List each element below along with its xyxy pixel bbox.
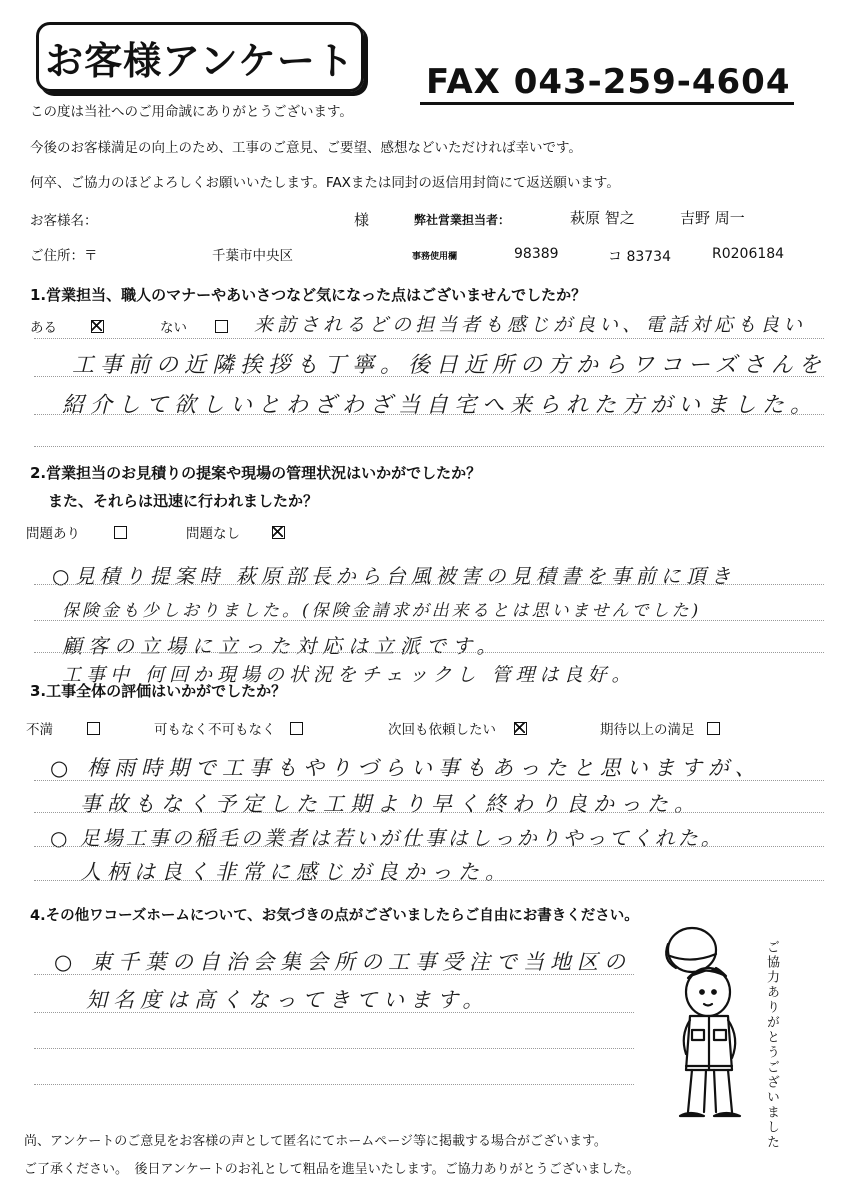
q4-rule-4 xyxy=(34,1084,634,1085)
q2-no-problem-checkbox-checked[interactable] xyxy=(272,526,285,539)
q1-no-label: ない xyxy=(160,320,187,336)
q1-answer-line-2: 工事前の近隣挨拶も丁寧。後日近所の方からワコーズさんを xyxy=(72,353,827,378)
q1-no-checkbox[interactable] xyxy=(215,320,228,333)
q4-answer-line-1: ○ 東千葉の自治会集会所の工事受注で当地区の xyxy=(54,950,631,974)
q4-answer-line-2: 知名度は高くなってきています。 xyxy=(86,988,490,1012)
q2-answer-line-3: 顧客の立場に立った対応は立派です。 xyxy=(62,634,503,658)
q3-answer-line-4: 人柄は良く非常に感じが良かった。 xyxy=(80,860,512,884)
address-label: ご住所：〒 xyxy=(30,248,98,264)
q4-rule-2 xyxy=(34,1012,634,1013)
intro-line-1: この度は当社へのご用命誠にありがとうございます。 xyxy=(30,104,353,120)
q4-question: 4.その他ワコーズホームについて、お気づきの点がございましたらご自由にお書きください。 xyxy=(30,908,639,924)
q3-neutral-label: 可もなく不可もなく xyxy=(154,722,276,738)
side-thanks-vertical: ご協力ありがとうございました xyxy=(764,940,779,1150)
q2-rule-1 xyxy=(34,584,824,585)
q3-repeat-checkbox-checked[interactable] xyxy=(514,722,527,735)
q1-option-no[interactable] xyxy=(160,316,228,336)
q2-option-no-problem[interactable] xyxy=(186,522,285,542)
q4-rule-1 xyxy=(34,974,634,975)
office-code-1: 98389 xyxy=(514,246,559,262)
q2-rule-3 xyxy=(34,652,824,653)
q1-rule-4 xyxy=(34,446,824,447)
q2-question-1: 2.営業担当のお見積りの提案や現場の管理状況はいかがでしたか？ xyxy=(30,464,482,482)
q3-option-exceeded[interactable] xyxy=(600,718,720,738)
address-value: 千葉市中央区 xyxy=(212,248,293,264)
q3-rule-4 xyxy=(34,880,824,881)
customer-name-label: お客様名： xyxy=(30,213,98,229)
q3-dissatisfied-checkbox[interactable] xyxy=(87,722,100,735)
intro-line-3: 何卒、ご協力のほどよろしくお願いいたします。FAXまたは同封の返信用封筒にて返送願います。 xyxy=(30,175,620,191)
q2-answer-line-1: ○見積り提案時 萩原部長から台風被害の見積書を事前に頂き xyxy=(52,564,736,588)
q1-option-yes[interactable] xyxy=(30,316,104,336)
survey-title: お客様アンケート xyxy=(36,22,364,92)
q1-yes-checkbox-checked[interactable] xyxy=(91,320,104,333)
q1-answer-line-1: 来訪されるどの担当者も感じが良い、電話対応も良い xyxy=(254,314,807,336)
staff-label: 弊社営業担当者： xyxy=(414,213,511,227)
q1-question: 1.営業担当、職人のマナーやあいさつなど気になった点はございませんでしたか？ xyxy=(30,286,587,304)
q3-answer-line-1: ○ 梅雨時期で工事もやりづらい事もあったと思いますが、 xyxy=(50,756,762,780)
worker-mascot-illustration xyxy=(640,920,760,1130)
q3-rule-1 xyxy=(34,780,824,781)
q3-question: 3.工事全体の評価はいかがでしたか？ xyxy=(30,682,287,700)
q3-neutral-checkbox[interactable] xyxy=(290,722,303,735)
staff-name-1: 萩原 智之 xyxy=(570,209,635,227)
q2-no-problem-label: 問題なし xyxy=(186,526,240,542)
q3-option-repeat[interactable] xyxy=(388,718,527,738)
q3-answer-line-3: ○ 足場工事の稲毛の業者は若いが仕事はしっかりやってくれた。 xyxy=(50,826,724,850)
q4-rule-3 xyxy=(34,1048,634,1049)
honorific-sama: 様 xyxy=(354,211,370,229)
q1-yes-label: ある xyxy=(30,320,57,336)
office-code-3: R0206184 xyxy=(712,246,785,262)
q2-option-problem[interactable] xyxy=(26,522,127,542)
q3-dissatisfied-label: 不満 xyxy=(26,722,53,738)
fax-number: FAX 043-259-4604 xyxy=(420,62,794,105)
q1-rule-2 xyxy=(34,376,824,377)
q3-rule-2 xyxy=(34,812,824,813)
staff-name-2: 吉野 周一 xyxy=(680,209,745,227)
q3-option-neutral[interactable] xyxy=(154,718,303,738)
q2-question-2: また、それらは迅速に行われましたか？ xyxy=(48,492,319,510)
q2-problem-label: 問題あり xyxy=(26,526,80,542)
q2-rule-2 xyxy=(34,620,824,621)
footer-line-2: ご了承ください。 後日アンケートのお礼として粗品を進呈いたします。ご協力ありがとうございました。 xyxy=(24,1162,640,1177)
q2-problem-checkbox[interactable] xyxy=(114,526,127,539)
office-use-label: 事務使用欄 xyxy=(412,252,458,262)
q3-option-dissatisfied[interactable] xyxy=(26,718,100,738)
q3-repeat-label: 次回も依頼したい xyxy=(388,722,496,738)
q1-answer-line-3: 紹介して欲しいとわざわざ当自宅へ来られた方がいました。 xyxy=(62,393,819,418)
q3-rule-3 xyxy=(34,846,824,847)
footer-line-1: 尚、アンケートのご意見をお客様の声として匿名にてホームページ等に掲載する場合がございます。 xyxy=(24,1134,607,1149)
office-code-2: コ 83734 xyxy=(608,249,671,265)
intro-line-2: 今後のお客様満足の向上のため、工事のご意見、ご要望、感想などいただければ幸いです。 xyxy=(30,140,582,156)
q1-rule-1 xyxy=(34,338,824,339)
q3-exceeded-label: 期待以上の満足 xyxy=(600,722,695,738)
q3-exceeded-checkbox[interactable] xyxy=(707,722,720,735)
q3-answer-line-2: 事故もなく予定した工期より早く終わり良かった。 xyxy=(80,792,701,816)
q2-answer-line-4: 工事中 何回か現場の状況をチェックし 管理は良好。 xyxy=(62,664,636,686)
q1-rule-3 xyxy=(34,414,824,415)
q2-answer-line-2: 保険金も少しおりました。(保険金請求が出来るとは思いませんでした) xyxy=(62,601,702,621)
